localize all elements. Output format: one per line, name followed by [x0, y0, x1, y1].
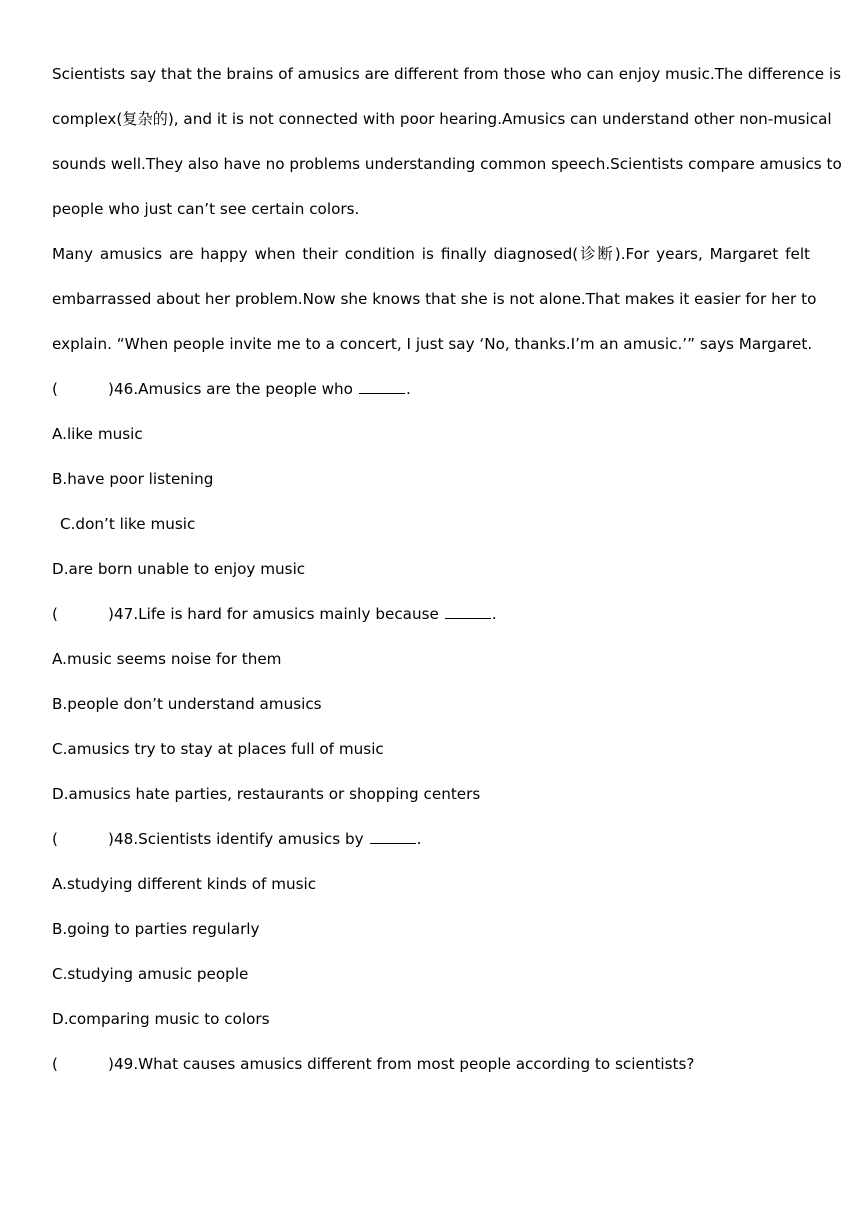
option: D.comparing music to colors	[52, 1010, 270, 1028]
answer-bracket: ( )	[52, 380, 114, 398]
question-stem: ( )47.Life is hard for amusics mainly because .	[52, 592, 810, 637]
answer-blank	[445, 617, 491, 619]
option: D.amusics hate parties, restaurants or shopping centers	[52, 785, 481, 803]
passage-line: Many amusics are happy when their condition is finally diagnosed(诊断).For years, Margaret felt	[52, 245, 810, 263]
option: C.studying amusic people	[52, 965, 249, 983]
question-stem: ( )49.What causes amusics different from most people according to scientists?	[52, 1042, 810, 1087]
answer-blank	[359, 392, 405, 394]
passage-line: people who just can’t see certain colors.	[52, 200, 360, 218]
option: A.like music	[52, 425, 143, 443]
answer-blank	[370, 842, 416, 844]
question-stem: ( )48.Scientists identify amusics by .	[52, 817, 810, 862]
answer-bracket: ( )	[52, 830, 114, 848]
option: B.people don’t understand amusics	[52, 695, 322, 713]
option: A.studying different kinds of music	[52, 875, 317, 893]
option: C.amusics try to stay at places full of music	[52, 740, 384, 758]
passage-line: embarrassed about her problem.Now she knows that she is not alone.That makes it easier for her to	[52, 290, 817, 308]
question-stem: ( )46.Amusics are the people who .	[52, 367, 810, 412]
passage-line: complex(复杂的), and it is not connected with poor hearing.Amusics can understand other non-musical	[52, 110, 832, 128]
passage-line: explain. “When people invite me to a concert, I just say ‘No, thanks.I’m an amusic.’” says Margaret.	[52, 335, 813, 353]
answer-bracket: ( )	[52, 605, 114, 623]
option: A.music seems noise for them	[52, 650, 282, 668]
option: B.going to parties regularly	[52, 920, 260, 938]
option: C.don’t like music	[60, 515, 196, 533]
option: B.have poor listening	[52, 470, 214, 488]
passage-line: sounds well.They also have no problems understanding common speech.Scientists compare amusics to	[52, 155, 842, 173]
option: D.are born unable to enjoy music	[52, 560, 306, 578]
passage-line: Scientists say that the brains of amusics are different from those who can enjoy music.The difference is	[52, 65, 842, 83]
answer-bracket: ( )	[52, 1055, 114, 1073]
